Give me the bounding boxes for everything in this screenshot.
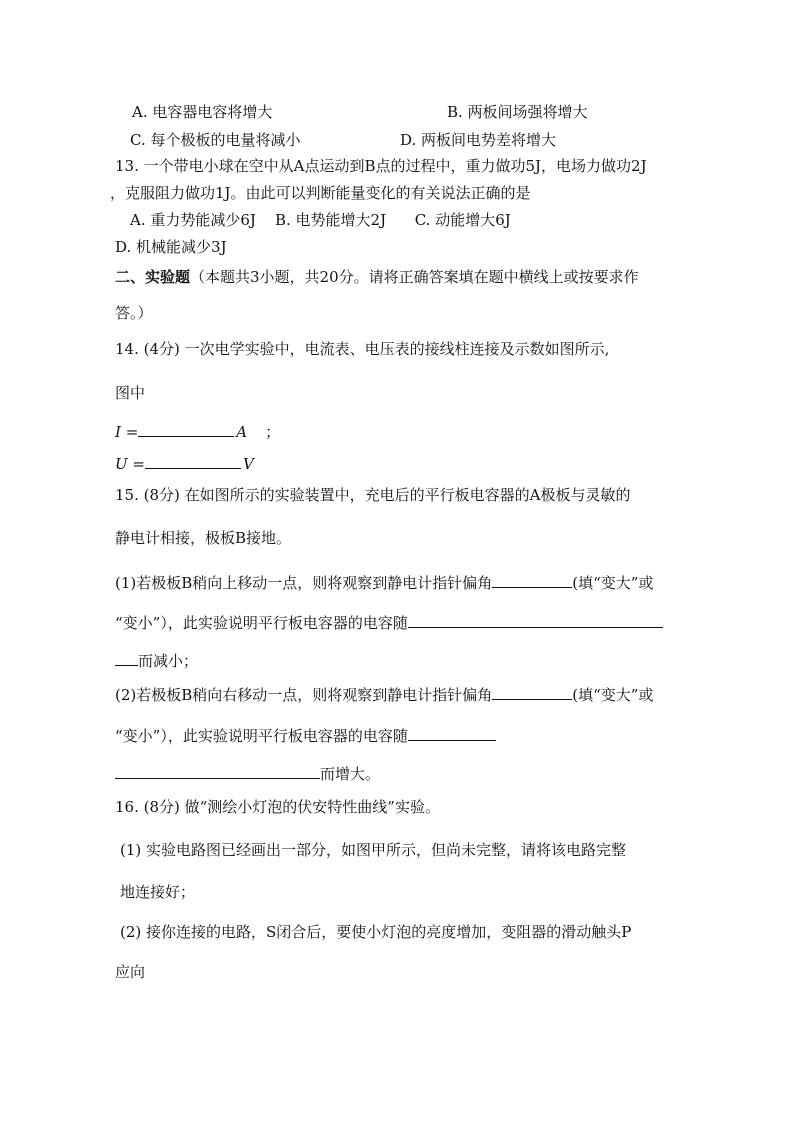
q14-voltage-unit: V (242, 455, 254, 473)
q15-part2-line3 (115, 762, 380, 784)
q15-part2-end: 而增大。 (320, 765, 381, 783)
q15-part2-hint: (填“变大”或 (572, 686, 654, 704)
q16-line1: 16. (8分) 做“测绘小灯泡的伏安特性曲线”实验。 (115, 798, 440, 816)
q14-current-blank[interactable] (138, 420, 234, 437)
q15-part1-blank-reason-cont[interactable] (115, 649, 138, 666)
q15-part2-text2: “变小”），此实验说明平行板电容器的电容随 (115, 727, 408, 745)
q13-options: A. 重力势能减少6J B. 电势能增大2J C. 动能增大6J (130, 211, 511, 229)
q14-voltage-row (115, 452, 254, 474)
q16-part2-line1: (2) 接你连接的电路，S闭合后，要使小灯泡的亮度增加，变阻器的滑动触头P (120, 923, 632, 941)
q15-part2-blank-reason[interactable] (408, 724, 496, 741)
q14-current-prefix: I = (115, 423, 139, 441)
section2-desc-line2: 答。） (115, 304, 153, 322)
q15-part1-text: (1)若极板B稍向上移动一点，则将观察到静电计指针偏角 (115, 574, 493, 592)
q16-part2-line2: 应向 (115, 963, 146, 981)
q14-separator: ； (265, 423, 281, 441)
q12-option-b: B. 两板间场强将增大 (447, 103, 588, 121)
q13-option-d: D. 机械能减少3J (115, 238, 227, 256)
q15-part1-text2: “变小”），此实验说明平行板电容器的电容随 (115, 614, 408, 632)
q15-part2-blank-reason-cont[interactable] (115, 762, 320, 779)
q15-part2-text: (2)若极板B稍向右移动一点，则将观察到静电计指针偏角 (115, 686, 493, 704)
q15-part1-end: 而减小； (138, 652, 199, 670)
q12-option-d: D. 两板间电势差将增大 (400, 131, 557, 149)
q13-stem-line2: ，克服阻力做功1J。由此可以判断能量变化的有关说法正确的是 (110, 184, 531, 202)
q14-voltage-prefix: U = (115, 455, 145, 473)
q14-line2: 图中 (115, 384, 146, 402)
section2-heading-line (115, 267, 639, 287)
q12-option-a: A. 电容器电容将增大 (132, 103, 273, 121)
q15-part2-line1 (115, 683, 653, 705)
q15-part1-line1 (115, 571, 653, 593)
q15-part1-blank-reason[interactable] (408, 611, 663, 628)
q15-line1: 15. (8分) 在如图所示的实验装置中，充电后的平行板电容器的A极板与灵敏的 (115, 486, 631, 504)
q15-part2-blank-angle[interactable] (492, 683, 572, 700)
q14-voltage-blank[interactable] (145, 452, 241, 469)
q14-line1: 14. (4分) 一次电学实验中，电流表、电压表的接线柱连接及示数如图所示, (115, 340, 610, 358)
q16-part1-line2: 地连接好； (120, 883, 196, 901)
section2-desc-line1: （本题共3小题，共20分。请将正确答案填在题中横线上或按要求作 (190, 268, 639, 286)
q15-part2-line2 (115, 724, 496, 746)
q12-option-c: C. 每个极板的电量将减小 (130, 131, 301, 149)
q14-current-row (115, 420, 280, 442)
q15-part1-line2 (115, 611, 663, 633)
q15-line2: 静电计相接，极板B接地。 (115, 529, 292, 547)
q15-part1-hint: (填“变大”或 (572, 574, 654, 592)
q15-part1-line3 (115, 649, 198, 671)
q15-part1-blank-angle[interactable] (492, 571, 572, 588)
q14-current-unit: A (236, 423, 248, 441)
section2-heading: 二、实验题 (115, 268, 191, 286)
q13-stem-line1: 13. 一个带电小球在空中从A点运动到B点的过程中，重力做功5J，电场力做功2J (115, 157, 647, 175)
q16-part1-line1: (1) 实验电路图已经画出一部分，如图甲所示，但尚未完整，请将该电路完整 (120, 841, 627, 859)
